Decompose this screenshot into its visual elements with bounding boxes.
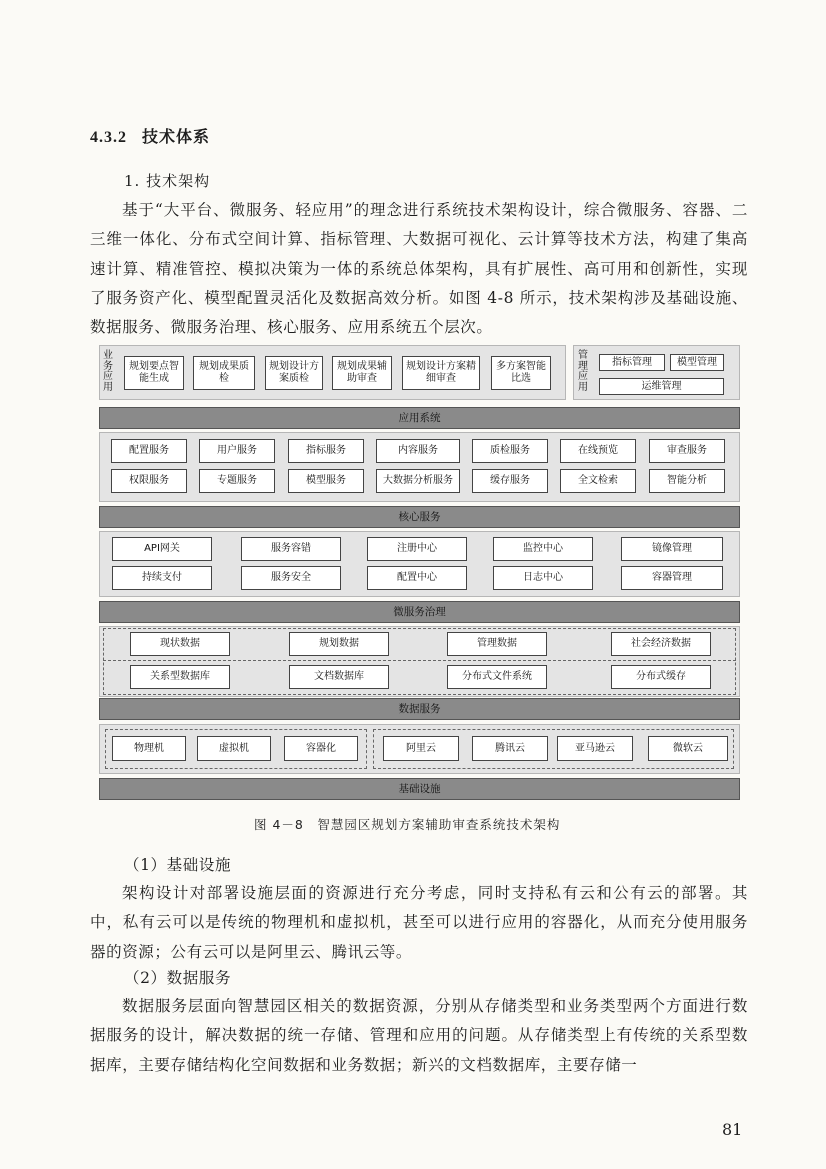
core-row2-box: 模型服务 <box>288 469 364 493</box>
ms-row2-box: 持续支付 <box>112 566 212 590</box>
ms-row2-box: 服务安全 <box>241 566 341 590</box>
section-heading <box>90 124 210 147</box>
data-row1-box: 管理数据 <box>447 632 547 656</box>
page-number: 81 <box>722 1120 743 1139</box>
ms-row2-box: 容器管理 <box>621 566 723 590</box>
core-row1-box: 在线预览 <box>560 439 636 463</box>
paragraph-infrastructure: 架构设计对部署设施层面的资源进行充分考虑，同时支持私有云和公有云的部署。其中，私有云可以是传统的物理机和虚拟机，甚至可以进行应用的容器化，从而充分使用服务器的资源；公有云可以是阿里云、腾讯云等。 <box>90 884 748 961</box>
ms-row1-box: 注册中心 <box>367 537 467 561</box>
ms-row2-box: 配置中心 <box>367 566 467 590</box>
biz-app-box: 规划设计方案质检 <box>265 356 323 390</box>
architecture-diagram <box>99 345 740 805</box>
core-row2-box: 全文检索 <box>560 469 636 493</box>
paragraph-data-services: 数据服务层面向智慧园区相关的数据资源，分别从存储类型和业务类型两个方面进行数据服务的设计，解决数据的统一存储、管理和应用的问题。从存储类型上有传统的关系型数据库，主要存储结构化空间数据和业务数据；新兴的文档数据库，主要存储一 <box>90 997 748 1074</box>
core-row1-box: 内容服务 <box>376 439 460 463</box>
mgmt-app-box: 指标管理 <box>599 354 665 371</box>
data-row2-box: 分布式缓存 <box>611 665 711 689</box>
infra-left-box: 容器化 <box>284 736 358 761</box>
subsection-data-services: （2）数据服务 <box>124 969 232 987</box>
layer-bar-infrastructure: 基础设施 <box>99 778 740 800</box>
infra-right-box: 腾讯云 <box>472 736 548 761</box>
core-row2-box: 专题服务 <box>199 469 275 493</box>
core-row2-box: 缓存服务 <box>472 469 548 493</box>
ms-row1-box: 服务容错 <box>241 537 341 561</box>
data-row2-box: 关系型数据库 <box>130 665 230 689</box>
infra-right-box: 阿里云 <box>383 736 459 761</box>
biz-app-box: 规划成果质检 <box>193 356 255 390</box>
data-dashed-divider <box>103 660 736 661</box>
figure-caption: 图 4－8 智慧园区规划方案辅助审查系统技术架构 <box>254 817 561 832</box>
layer-bar-app-system: 应用系统 <box>99 407 740 429</box>
core-row2-box: 智能分析 <box>649 469 725 493</box>
paragraph-architecture: 基于“大平台、微服务、轻应用”的理念进行系统技术架构设计，综合微服务、容器、二三维一体化、分布式空间计算、指标管理、大数据可视化、云计算等技术方法，构建了集高速计算、精准管控、模拟决策为一体的系统总体架构，具有扩展性、高可用和创新性，实现了服务资产化、模型配置灵活化及数据高效分析。如图 4-8 所示，技术架构涉及基础设施、数据服务、微服务治理、核心服务、应用系统五个层次。 <box>90 201 748 337</box>
layer-bar-core-services: 核心服务 <box>99 506 740 528</box>
data-row1-box: 规划数据 <box>289 632 389 656</box>
ms-row1-box: API网关 <box>112 537 212 561</box>
ms-row1-box: 监控中心 <box>493 537 593 561</box>
biz-app-box: 规划设计方案精细审查 <box>402 356 480 390</box>
mgmt-app-box: 模型管理 <box>670 354 724 371</box>
core-row1-box: 用户服务 <box>199 439 275 463</box>
section-number: 4.3.2 <box>90 129 127 146</box>
core-row2-box: 大数据分析服务 <box>376 469 460 493</box>
ms-row2-box: 日志中心 <box>493 566 593 590</box>
ms-row1-box: 镜像管理 <box>621 537 723 561</box>
core-row1-box: 配置服务 <box>111 439 187 463</box>
section-title: 技术体系 <box>142 129 211 146</box>
biz-app-box: 多方案智能比选 <box>491 356 551 390</box>
core-row1-box: 质检服务 <box>472 439 548 463</box>
infra-right-box: 亚马逊云 <box>557 736 633 761</box>
infra-left-box: 虚拟机 <box>197 736 271 761</box>
core-row1-box: 指标服务 <box>288 439 364 463</box>
core-row2-box: 权限服务 <box>111 469 187 493</box>
infra-left-box: 物理机 <box>112 736 186 761</box>
management-apps-label: 管理应用 <box>578 350 588 393</box>
subsection-heading: 1. 技术架构 <box>124 172 211 190</box>
layer-bar-microservice-governance: 微服务治理 <box>99 601 740 623</box>
subsection-infrastructure: （1）基础设施 <box>124 856 232 874</box>
data-row1-box: 社会经济数据 <box>611 632 711 656</box>
data-row2-box: 分布式文件系统 <box>447 665 547 689</box>
layer-bar-data-services: 数据服务 <box>99 698 740 720</box>
biz-app-box: 规划要点智能生成 <box>124 356 184 390</box>
core-row1-box: 审查服务 <box>649 439 725 463</box>
data-row2-box: 文档数据库 <box>289 665 389 689</box>
mgmt-app-box: 运维管理 <box>599 378 724 395</box>
business-apps-label: 业务应用 <box>103 350 113 393</box>
biz-app-box: 规划成果辅助审查 <box>332 356 392 390</box>
infra-right-box: 微软云 <box>648 736 728 761</box>
data-row1-box: 现状数据 <box>130 632 230 656</box>
